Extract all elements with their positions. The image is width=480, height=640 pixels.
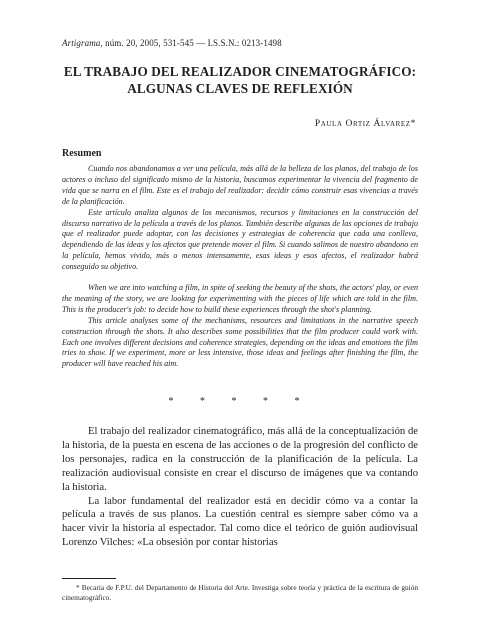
journal-citation: , núm. 20, 2005, 531-545 — I.S.S.N.: 0213-1498: [100, 38, 282, 48]
body-text: [62, 425, 418, 550]
journal-header: [62, 38, 282, 48]
body-paragraph: El trabajo del realizador cinematográfico, más allá de la conceptualización de la historia, de la puesta en escena de las acciones o de la progresión del conflicto de los personajes, radica en la construcción de la planificación de la película. La realización audiovisual consiste en crear el discurso de imágenes que va contando la historia.: [62, 426, 418, 493]
article-title-line-1: EL TRABAJO DEL REALIZADOR CINEMATOGRÁFICO:: [63, 64, 417, 79]
body-paragraph: La labor fundamental del realizador está en decidir cómo va a contar la película a través de sus planos. La cuestión central es siempre saber cómo va a hacer vivir la historia al espectador. Tal como dice el teórico de guión audiovisual Lorenzo Vilches: «La obsesión por contar historias: [62, 495, 418, 549]
section-separator: * * * * *: [168, 396, 312, 407]
footnote-rule: [62, 578, 116, 579]
footnote: [62, 583, 418, 603]
abstract-english-paragraph: This article analyses some of the mechanisms, resources and limitations in the narrative speech construction through the shots. It also describes some possibilities that the film producer could work with. Each one involves different decisions and coherence strategies, depending on the ideas and emotions the film tries to show. If we experiment, more or less intensive, those ideas and feelings after finishing the film, the producer will have reached his aim.: [62, 315, 418, 369]
footnote-text: * Becaria de F.P.U. del Departamento de Historia del Arte. Investiga sobre teoría y práctica de la escritura de guión cinematográfico.: [62, 583, 418, 602]
article-title: [40, 63, 440, 97]
abstract-spanish: [62, 164, 418, 273]
abstract-spanish-paragraph: Cuando nos abandonamos a ver una película, más allá de la belleza de los planos, del trabajo de los actores o incluso del significado mismo de la historia, buscamos experimentar la vivencia del fragmento de vida que se narra en el film. Este es el trabajo del realizador: decidir cómo construir esas vivencias a través de la planificación.: [62, 164, 418, 206]
article-title-line-2: ALGUNAS CLAVES DE REFLEXIÓN: [127, 81, 353, 96]
author-name: Paula Ortiz Álvarez*: [314, 119, 416, 129]
abstract-english-paragraph: When we are into watching a film, in spite of seeking the beauty of the shots, the actors' play, or even the meaning of the story, we are looking for experimenting with the pieces of life which are told in the film. This is the producer's job: to decide how to build these experiences through the shot's planning.: [62, 283, 418, 314]
abstract-spanish-paragraph: Este artículo analiza algunos de los mecanismos, recursos y limitaciones en la construcción del discurso narrativo de la película a través de los planos. También describe algunas de las opciones de trabajo que el realizador puede adoptar, con las decisiones y estrategias de coherencia que cada una conlleva, dependiendo de las ideas y los afectos que pretende mover el film. Si cuando salimos de nuestro abandono en la película, hemos vivido, más o menos intensamente, esas ideas y esos afectos, el realizador habrá conseguido su objetivo.: [62, 207, 418, 272]
abstract-heading: Resumen: [62, 148, 102, 159]
journal-name: Artigrama: [62, 38, 101, 48]
abstract-english: [62, 283, 418, 370]
